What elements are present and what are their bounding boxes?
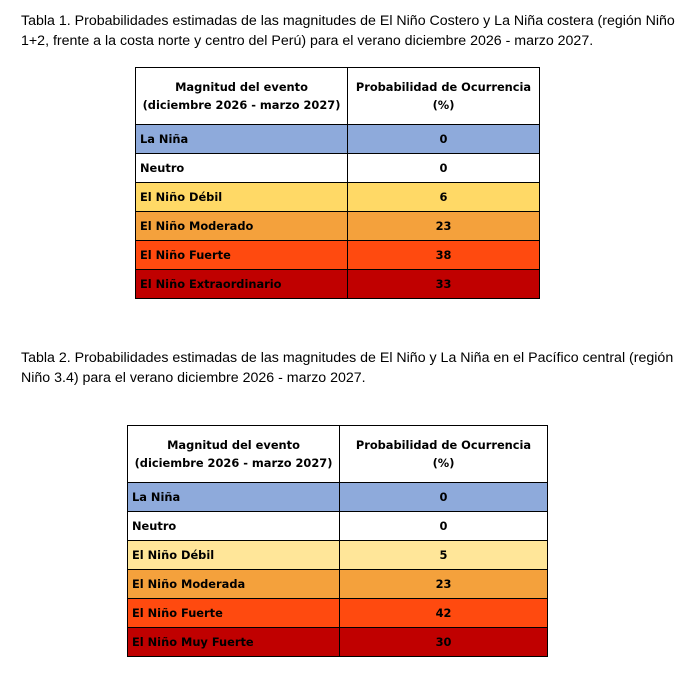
row-value: 5 bbox=[340, 541, 548, 570]
row-value: 23 bbox=[340, 570, 548, 599]
header-magnitude-line2: (diciembre 2026 - marzo 2027) bbox=[142, 98, 341, 112]
header-magnitude-line1: Magnitud del evento bbox=[167, 438, 300, 452]
row-label: El Niño Fuerte bbox=[128, 599, 340, 628]
row-label: El Niño Débil bbox=[136, 183, 348, 212]
table2-header-probability bbox=[340, 426, 548, 483]
row-value: 0 bbox=[340, 512, 548, 541]
table-row bbox=[128, 512, 548, 541]
table-row bbox=[136, 241, 540, 270]
row-label: El Niño Fuerte bbox=[136, 241, 348, 270]
table-row bbox=[128, 628, 548, 657]
row-label: El Niño Débil bbox=[128, 541, 340, 570]
table2-caption: Tabla 2. Probabilidades estimadas de las magnitudes de El Niño y La Niña en el Pacífico central (región Niño 3.4) para el verano diciembre 2026 - marzo 2027. bbox=[21, 350, 674, 386]
row-label: La Niña bbox=[136, 125, 348, 154]
row-label: El Niño Muy Fuerte bbox=[128, 628, 340, 657]
row-value: 38 bbox=[348, 241, 540, 270]
table1 bbox=[135, 67, 540, 299]
table1-header-probability bbox=[348, 68, 540, 125]
table-row bbox=[136, 212, 540, 241]
table-row bbox=[136, 183, 540, 212]
table1-header-magnitude bbox=[136, 68, 348, 125]
row-value: 42 bbox=[340, 599, 548, 628]
table-row bbox=[136, 125, 540, 154]
row-value: 23 bbox=[348, 212, 540, 241]
table1-header-row bbox=[136, 68, 540, 125]
row-value: 0 bbox=[348, 125, 540, 154]
row-label: Neutro bbox=[136, 154, 348, 183]
table-row bbox=[128, 570, 548, 599]
table1-caption: Tabla 1. Probabilidades estimadas de las magnitudes de El Niño Costero y La Niña costera (región Niño 1+2, frente a la costa norte y centro del Perú) para el verano diciembre 2026 - marzo 2027. bbox=[21, 13, 675, 49]
row-value: 30 bbox=[340, 628, 548, 657]
row-label: El Niño Moderada bbox=[128, 570, 340, 599]
table-row bbox=[128, 599, 548, 628]
header-probability-line2: (%) bbox=[432, 98, 455, 112]
table2 bbox=[127, 425, 548, 657]
row-label: La Niña bbox=[128, 483, 340, 512]
table2-header-magnitude bbox=[128, 426, 340, 483]
header-probability-line2: (%) bbox=[432, 456, 455, 470]
table-row bbox=[128, 483, 548, 512]
table2-header-row bbox=[128, 426, 548, 483]
row-value: 33 bbox=[348, 270, 540, 299]
table-row bbox=[128, 541, 548, 570]
row-label: El Niño Moderado bbox=[136, 212, 348, 241]
header-probability-line1: Probabilidad de Ocurrencia bbox=[355, 438, 532, 452]
row-value: 0 bbox=[340, 483, 548, 512]
row-label: Neutro bbox=[128, 512, 340, 541]
header-probability-line1: Probabilidad de Ocurrencia bbox=[355, 80, 532, 94]
table-row bbox=[136, 270, 540, 299]
header-magnitude-line2: (diciembre 2026 - marzo 2027) bbox=[134, 456, 333, 470]
header-magnitude-line1: Magnitud del evento bbox=[175, 80, 308, 94]
row-value: 6 bbox=[348, 183, 540, 212]
table-row bbox=[136, 154, 540, 183]
row-value: 0 bbox=[348, 154, 540, 183]
row-label: El Niño Extraordinario bbox=[136, 270, 348, 299]
